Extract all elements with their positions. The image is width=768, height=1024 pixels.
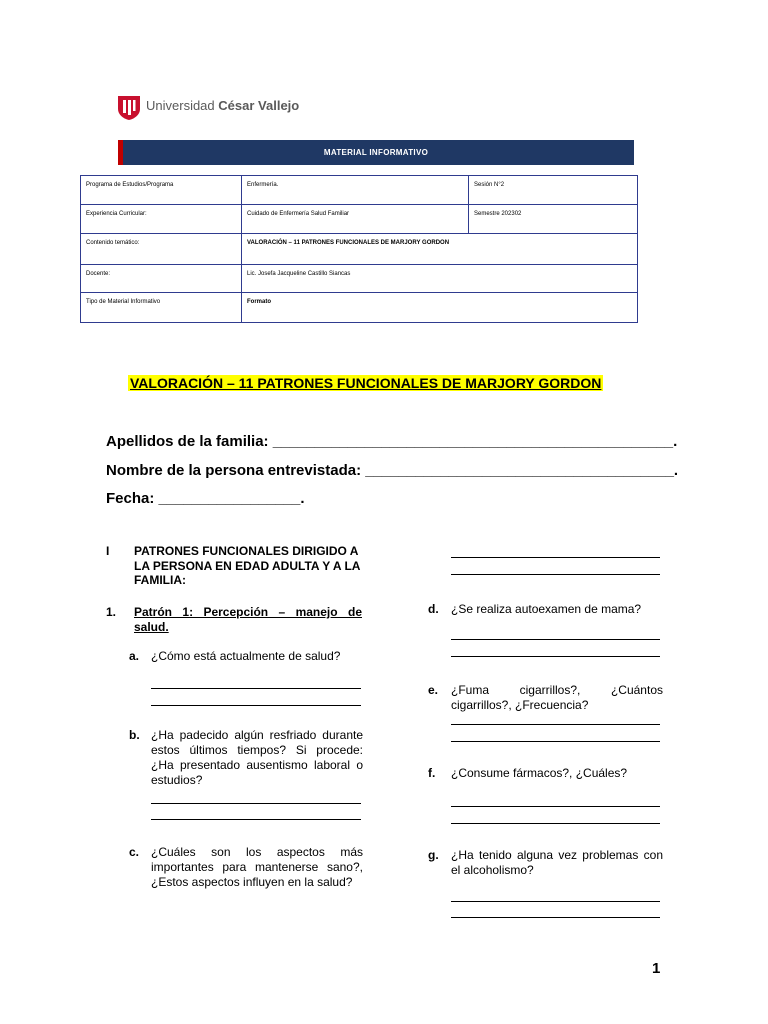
pattern-number: 1.: [106, 605, 117, 619]
table-cell: Docente:: [81, 265, 242, 293]
table-row: [81, 293, 638, 323]
table-cell: Formato: [242, 293, 638, 323]
table-row: [81, 176, 638, 205]
course-info-table: [80, 175, 638, 323]
question-b-label: b.: [129, 728, 140, 742]
question-c-label: c.: [129, 845, 140, 859]
answer-line: [451, 741, 660, 742]
page-number: 1: [652, 960, 661, 977]
entrevistada-field: Nombre de la persona entrevistada: _____________________________________.: [106, 462, 679, 479]
table-cell: Sesión N°2: [469, 176, 638, 205]
university-name-bold: César Vallejo: [218, 98, 300, 113]
fecha-field: Fecha: _________________.: [106, 490, 305, 507]
table-cell: Programa de Estudios/Programa: [81, 176, 242, 205]
university-name: [146, 98, 299, 113]
question-f-text: ¿Consume fármacos?, ¿Cuáles?: [451, 766, 628, 780]
university-name-regular: Universidad: [146, 98, 215, 113]
answer-line: [151, 705, 361, 706]
question-a-text: ¿Cómo está actualmente de salud?: [151, 649, 341, 663]
answer-line: [451, 574, 660, 575]
answer-line: [151, 803, 361, 804]
answer-line: [151, 688, 361, 689]
table-cell: Experiencia Curricular:: [81, 205, 242, 234]
answer-line: [451, 917, 660, 918]
table-cell: Enfermería.: [242, 176, 469, 205]
question-g-label: g.: [428, 848, 439, 862]
answer-line: [451, 656, 660, 657]
banner-title: MATERIAL INFORMATIVO: [323, 148, 429, 157]
answer-line: [451, 901, 660, 902]
table-row: [81, 205, 638, 234]
question-a-label: a.: [129, 649, 140, 663]
answer-line: [451, 823, 660, 824]
table-cell: Cuidado de Enfermería Salud Familiar: [242, 205, 469, 234]
question-c-text: ¿Cuáles son los aspectos más importantes para mantenerse sano?, ¿Estos aspectos influyen en la salud?: [151, 845, 363, 889]
question-b-text: ¿Ha padecido algún resfriado durante estos últimos tiempos? Si procede: ¿Ha presentado ausentismo laboral o estudios?: [151, 728, 363, 787]
answer-line: [451, 557, 660, 558]
question-e-label: e.: [428, 683, 439, 697]
pattern-title: Patrón 1: Percepción – manejo de salud.: [134, 605, 362, 634]
table-cell: Semestre 202302: [469, 205, 638, 234]
answer-line: [451, 639, 660, 640]
table-row: [81, 234, 638, 265]
question-f-label: f.: [428, 766, 436, 780]
table-row: [81, 265, 638, 293]
table-cell: Tipo de Material Informativo: [81, 293, 242, 323]
table-cell: Contenido temático:: [81, 234, 242, 265]
question-g-text: ¿Ha tenido alguna vez problemas con el alcoholismo?: [451, 848, 663, 877]
university-logo: [118, 96, 308, 122]
ucv-shield-icon: [118, 96, 140, 120]
question-d-label: d.: [428, 602, 439, 616]
section-title: PATRONES FUNCIONALES DIRIGIDO A LA PERSONA EN EDAD ADULTA Y A LA FAMILIA:: [134, 544, 361, 587]
familia-field: Apellidos de la familia: ________________________________________________.: [106, 433, 678, 450]
answer-line: [451, 806, 660, 807]
question-e-text: ¿Fuma cigarrillos?, ¿Cuántos cigarrillos?, ¿Frecuencia?: [451, 683, 663, 712]
answer-line: [451, 724, 660, 725]
section-number: I: [106, 544, 110, 558]
material-banner: [118, 140, 634, 165]
document-title: VALORACIÓN – 11 PATRONES FUNCIONALES DE MARJORY GORDON: [130, 375, 602, 391]
question-d-text: ¿Se realiza autoexamen de mama?: [451, 602, 642, 616]
table-cell: VALORACIÓN – 11 PATRONES FUNCIONALES DE MARJORY GORDON: [242, 234, 638, 265]
table-cell: Lic. Josefa Jacqueline Castillo Siancas: [242, 265, 638, 293]
answer-line: [151, 819, 361, 820]
